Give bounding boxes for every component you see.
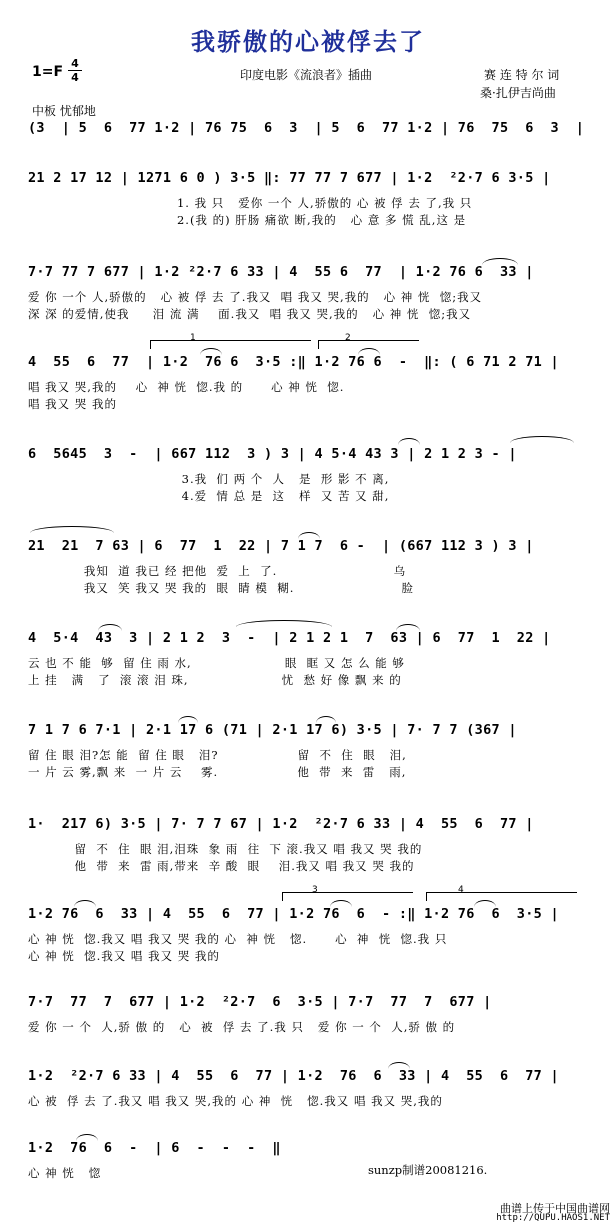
lyrics-line-3-verse1: 爱 你 一个 人,骄傲的 心 被 俘 去 了.我又 唱 我又 哭,我的 心 神 恍 惚;我又 [28,290,483,304]
lyrics-line-10-verse3: 心 神 恍 惚.我又 唱 我又 哭 我的 心 神 恍 惚. 心 神 恍 惚.我 只 [28,932,448,946]
slur [474,900,496,907]
volta-number-2: 2 [345,333,351,343]
slur [98,624,122,631]
tempo-marking: 中板 忧郁地 [32,104,96,118]
song-title: 我骄傲的心被俘去了 [191,27,425,56]
slur [358,348,380,355]
slur [200,348,222,355]
notation-line-1: (3 | 5 6 77 1·2 | 76 75 6 3 | 5 6 77 1·2 | 76 75 6 3 | [28,120,585,136]
lyrics-line-13: 心 神 恍 惚 [28,1166,102,1180]
notation-line-12: 1·2 ²2·7 6 33 | 4 55 6 77 | 1·2 76 6 33 | 4 55 6 77 | [28,1068,559,1084]
lyrics-line-5-verse4: 4.爱 情 总 是 这 样 又 苦 又 甜, [28,489,390,503]
lyrics-line-7-verse3: 云 也 不 能 够 留 住 雨 水, 眼 眶 又 怎 么 能 够 [28,656,405,670]
notation-line-10: 1·2 76 6 33 | 4 55 6 77 | 1·2 76 6 - :‖ 1·2 76 6 3·5 | [28,906,559,922]
key-signature: 1=F [32,64,64,80]
composer: 桑·扎伊吉尚曲 [480,86,556,100]
notation-line-5: 6 5645 3 - | 667 112 3 ) 3 | 4 5·4 43 3 | 2 1 2 3 - | [28,446,517,462]
volta-number-1: 1 [190,333,196,343]
notation-line-6: 21 21 7 63 | 6 77 1 22 | 7 1 7 6 - | (667 112 3 ) 3 | [28,538,534,554]
notation-line-7: 4 5·4 43 3 | 2 1 2 3 - | 2 1 2 1 7 63 | 6 77 1 22 | [28,630,551,646]
volta-bracket-1 [150,340,311,349]
lyrics-line-6-verse4: 我又 笑 我又 哭 我的 眼 睛 模 糊. 脸 [28,581,414,595]
lyrics-line-8-verse3: 留 住 眼 泪?怎 能 留 住 眼 泪? 留 不 住 眼 泪, [28,748,407,762]
lyrics-line-10-verse4: 心 神 恍 惚.我又 唱 我又 哭 我的 [28,949,220,963]
tie [236,620,332,627]
slur [396,624,420,631]
slur [388,1062,410,1069]
lyrics-line-11: 爱 你 一 个 人,骄 傲 的 心 被 俘 去 了.我 只 爱 你 一 个 人,骄 傲 的 [28,1020,456,1034]
notation-line-2: 21 2 17 12 | 1271 6 0 ) 3·5 ‖: 77 77 7 677 | 1·2 ²2·7 6 3·5 | [28,170,551,186]
lyrics-line-7-verse4: 上 挂 满 了 滚 滚 泪 珠, 忧 愁 好 像 飘 来 的 [28,673,402,687]
notation-line-3: 7·7 77 7 677 | 1·2 ²2·7 6 33 | 4 55 6 77 | 1·2 76 6 33 | [28,264,534,280]
lyricist: 赛 连 特 尔 词 [484,68,560,82]
lyrics-line-4-verse1: 唱 我又 哭,我的 心 神 恍 惚.我 的 心 神 恍 惚. [28,380,345,394]
notation-line-8: 7 1 7 6 7·1 | 2·1 17 6 (71 | 2·1 17 6) 3·5 | 7· 7 7 (367 | [28,722,517,738]
notation-line-9: 1· 217 6) 3·5 | 7· 7 7 67 | 1·2 ²2·7 6 33 | 4 55 6 77 | [28,816,534,832]
lyrics-line-3-verse2: 深 深 的爱情,使我 泪 流 满 面.我又 唱 我又 哭,我的 心 神 恍 惚;我又 [28,307,472,321]
time-signature [68,58,82,83]
slur [316,716,336,723]
notation-line-4: 4 55 6 77 | 1·2 76 6 3·5 :‖ 1·2 76 6 - ‖: ( 6 71 2 71 | [28,354,559,370]
lyrics-line-8-verse4: 一 片 云 雾,飘 来 一 片 云 雾. 他 带 来 雷 雨, [28,765,407,779]
slur [398,438,420,445]
slur [330,900,352,907]
watermark-text: 曲谱上传于中国曲谱网 [500,1202,610,1215]
volta-number-3: 3 [312,885,318,895]
lyrics-line-4-verse2: 唱 我又 哭 我的 [28,397,117,411]
lyrics-line-2-verse1: 1. 我 只 爱你 一个 人,骄傲的 心 被 俘 去 了,我 只 [28,196,473,210]
lyrics-line-9-verse3: 留 不 住 眼 泪,泪珠 象 雨 往 下 滚.我又 唱 我又 哭 我的 [28,842,423,856]
volta-bracket-3 [282,892,413,901]
lyrics-line-12: 心 被 俘 去 了.我又 唱 我又 哭,我的 心 神 恍 惚.我又 唱 我又 哭,我的 [28,1094,443,1108]
slur [298,532,320,539]
slur [76,1134,98,1141]
watermark-url: http://QUPU.HAOS1.NET [496,1213,610,1223]
slur [482,258,518,265]
tie [30,526,114,533]
notation-line-13: 1·2 76 6 - | 6 - - - ‖ [28,1140,281,1156]
subtitle: 印度电影《流浪者》插曲 [240,68,373,82]
slur [74,900,96,907]
tie [510,436,574,443]
time-bottom: 4 [71,71,79,84]
lyrics-line-9-verse4: 他 带 来 雷 雨,带来 辛 酸 眼 泪.我又 唱 我又 哭 我的 [28,859,415,873]
lyrics-line-2-verse2: 2.(我 的) 肝肠 痛欲 断,我的 心 意 多 慌 乱,这 是 [28,213,467,227]
lyrics-line-5-verse3: 3.我 们 两 个 人 是 形 影 不 离, [28,472,390,486]
slur [178,716,198,723]
lyrics-line-6-verse3: 我知 道 我已 经 把他 爱 上 了. 乌 [28,564,407,578]
volta-number-4: 4 [458,885,464,895]
notation-line-11: 7·7 77 7 677 | 1·2 ²2·7 6 3·5 | 7·7 77 7 677 | [28,994,492,1010]
transcriber-credit: sunzp制谱20081216. [368,1163,488,1177]
volta-bracket-4 [426,892,577,901]
time-top: 4 [71,57,79,70]
